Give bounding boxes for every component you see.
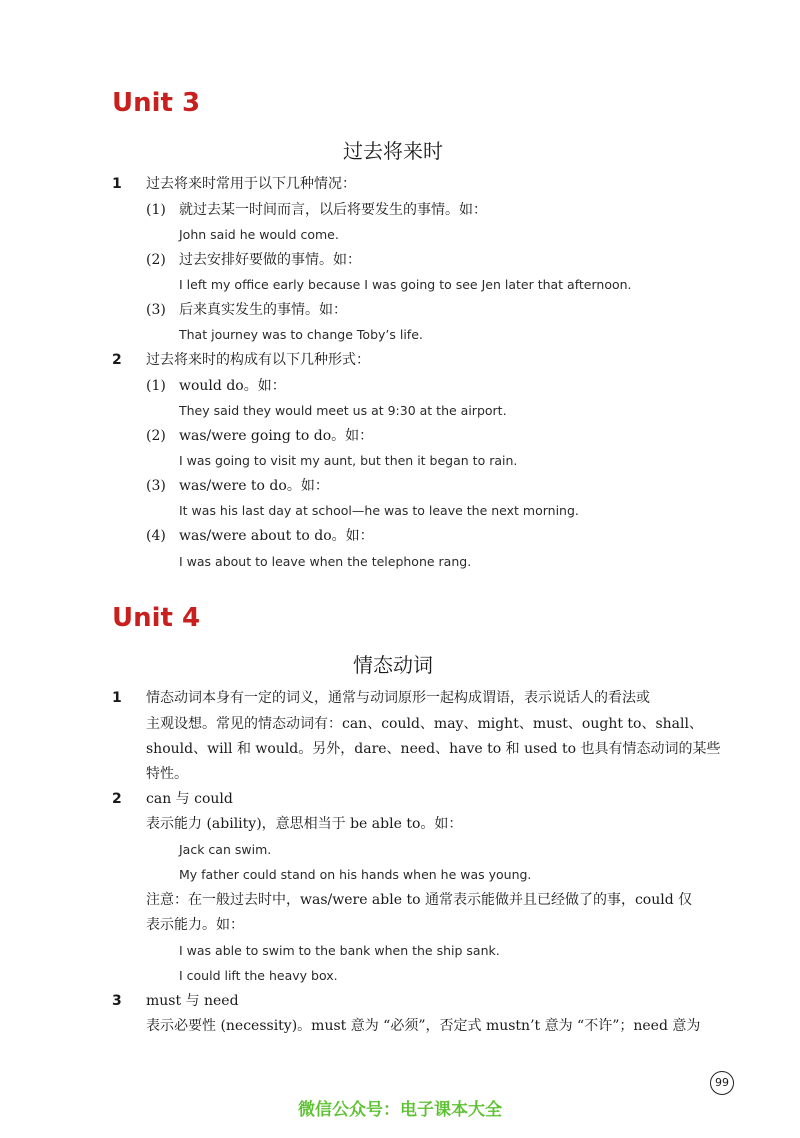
item-text: was/were about to do。如： [179, 528, 374, 544]
footer-watermark: 微信公众号：电子课本大全 [298, 1100, 502, 1120]
point-number: 2 [112, 791, 122, 807]
paragraph-line: 表示能力 (ability)，意思相当于 be able to。如： [146, 816, 463, 832]
point-heading: must 与 need [146, 993, 239, 1009]
item-label: (3) [146, 302, 166, 318]
item-label: (2) [146, 428, 166, 444]
paragraph-line: should、will 和 would。另外，dare、need、have to 和 used to 也具有情态动词的某些 [146, 741, 721, 757]
example-sentence: My father could stand on his hands when he was young. [179, 867, 532, 882]
unit-3-title: 过去将来时 [343, 139, 443, 163]
item-text: was/were to do。如： [179, 478, 329, 494]
example-sentence: I was able to swim to the bank when the ship sank. [179, 943, 500, 958]
example-sentence: Jack can swim. [179, 842, 272, 857]
point-number: 1 [112, 690, 122, 706]
item-text: 过去安排好要做的事情。如： [179, 252, 361, 268]
item-text: would do。如： [179, 378, 286, 394]
paragraph-line: 表示必要性 (necessity)。must 意为 “必须”，否定式 mustn’t 意为 “不许”；need 意为 [146, 1018, 701, 1034]
example-sentence: They said they would meet us at 9:30 at the airport. [179, 403, 507, 418]
example-sentence: That journey was to change Toby’s life. [179, 327, 423, 342]
point-text: 过去将来时的构成有以下几种形式： [146, 352, 370, 368]
point-number: 2 [112, 352, 122, 368]
example-sentence: I was going to visit my aunt, but then it began to rain. [179, 453, 518, 468]
note-line: 注意：在一般过去时中，was/were able to 通常表示能做并且已经做了的事，could 仅 [146, 892, 693, 908]
item-label: (1) [146, 378, 166, 394]
item-label: (3) [146, 478, 166, 494]
unit-4-heading: Unit 4 [112, 603, 201, 633]
point-text: 过去将来时常用于以下几种情况： [146, 176, 356, 192]
example-sentence: I could lift the heavy box. [179, 968, 338, 983]
item-text: 就过去某一时间而言，以后将要发生的事情。如： [179, 202, 487, 218]
example-sentence: It was his last day at school—he was to leave the next morning. [179, 503, 579, 518]
point-number: 3 [112, 993, 122, 1009]
example-sentence: John said he would come. [179, 227, 339, 242]
example-sentence: I was about to leave when the telephone rang. [179, 554, 472, 569]
example-sentence: I left my office early because I was going to see Jen later that afternoon. [179, 277, 632, 292]
page-number: 99 [710, 1071, 734, 1095]
unit-3-heading: Unit 3 [112, 88, 201, 118]
note-line: 表示能力。如： [146, 917, 244, 933]
item-label: (2) [146, 252, 166, 268]
item-text: was/were going to do。如： [179, 428, 374, 444]
item-text: 后来真实发生的事情。如： [179, 302, 347, 318]
item-label: (1) [146, 202, 166, 218]
paragraph-line: 主观设想。常见的情态动词有：can、could、may、might、must、ought to、shall、 [146, 716, 703, 732]
point-heading: can 与 could [146, 791, 233, 807]
point-number: 1 [112, 176, 122, 192]
paragraph-line: 特性。 [146, 766, 188, 782]
unit-4-title: 情态动词 [353, 653, 433, 677]
item-label: (4) [146, 528, 166, 544]
paragraph-line: 情态动词本身有一定的词义，通常与动词原形一起构成谓语，表示说话人的看法或 [146, 690, 650, 706]
